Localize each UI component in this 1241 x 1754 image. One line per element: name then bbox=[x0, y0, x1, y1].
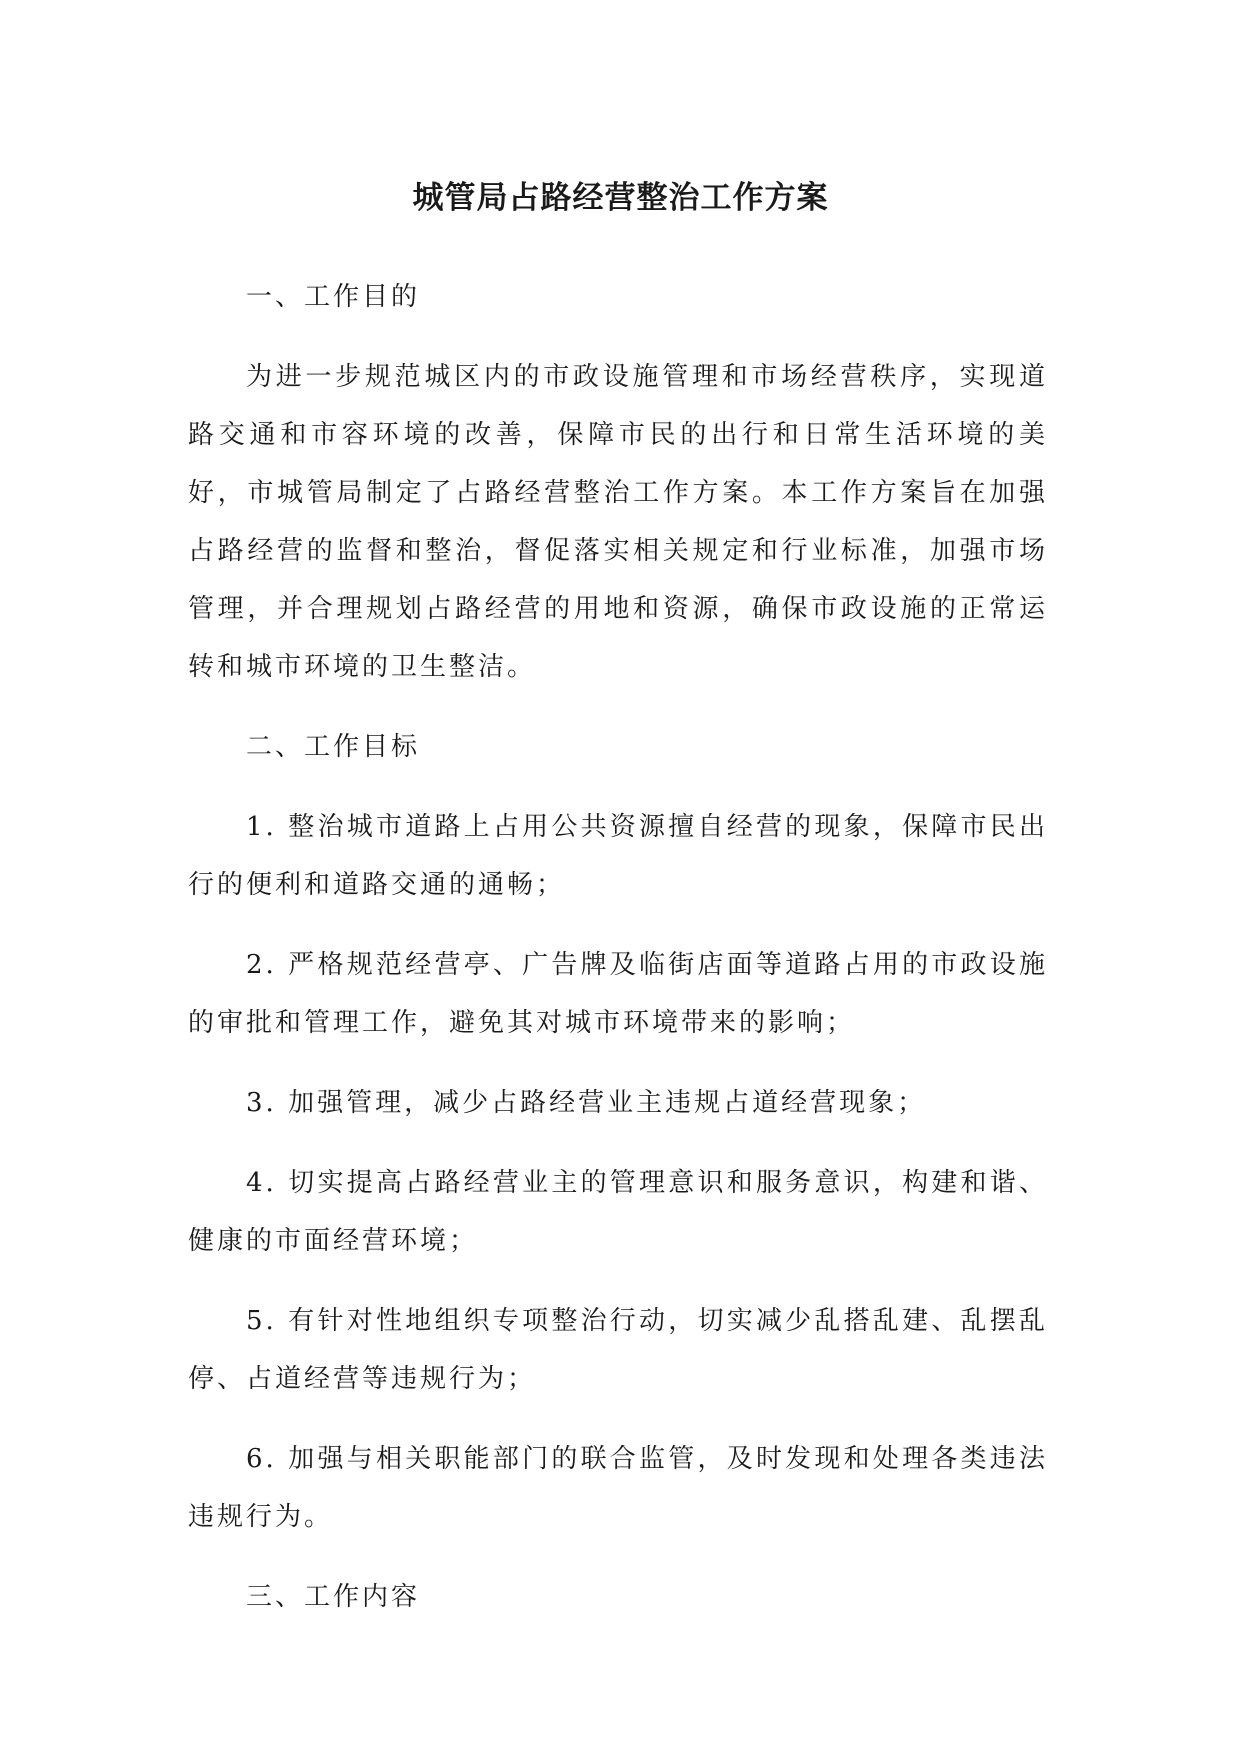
purpose-paragraph: 为进一步规范城区内的市政设施管理和市场经营秩序，实现道路交通和市容环境的改善，保障市民的出行和日常生活环境的美好，市城管局制定了占路经营整治工作方案。本工作方案旨在加强占路经营的监督和整治，督促落实相关规定和行业标准，加强市场管理，并合理规划占路经营的用地和资源，确保市政设施的正常运转和城市环境的卫生整洁。 bbox=[188, 362, 1048, 682]
goal-item-6: 6. 加强与相关职能部门的联合监管，及时发现和处理各类违法违规行为。 bbox=[188, 1444, 1048, 1532]
goal-item-3: 3. 加强管理，减少占路经营业主违规占道经营现象； bbox=[246, 1088, 927, 1118]
goal-item-4: 4. 切实提高占路经营业主的管理意识和服务意识，构建和谐、健康的市面经营环境； bbox=[188, 1168, 1048, 1256]
section-heading-goals: 二、工作目标 bbox=[246, 732, 421, 762]
goal-item-1: 1. 整治城市道路上占用公共资源擅自经营的现象，保障市民出行的便利和道路交通的通畅； bbox=[188, 812, 1048, 900]
document-title: 城管局占路经营整治工作方案 bbox=[412, 180, 829, 216]
section-heading-purpose: 一、工作目的 bbox=[246, 282, 421, 312]
document-body bbox=[188, 268, 1048, 1648]
goal-item-2: 2. 严格规范经营亭、广告牌及临街店面等道路占用的市政设施的审批和管理工作，避免其对城市环境带来的影响； bbox=[188, 950, 1048, 1038]
goal-item-5: 5. 有针对性地组织专项整治行动，切实减少乱搭乱建、乱摆乱停、占道经营等违规行为； bbox=[188, 1306, 1048, 1394]
section-heading-content: 三、工作内容 bbox=[246, 1582, 421, 1612]
